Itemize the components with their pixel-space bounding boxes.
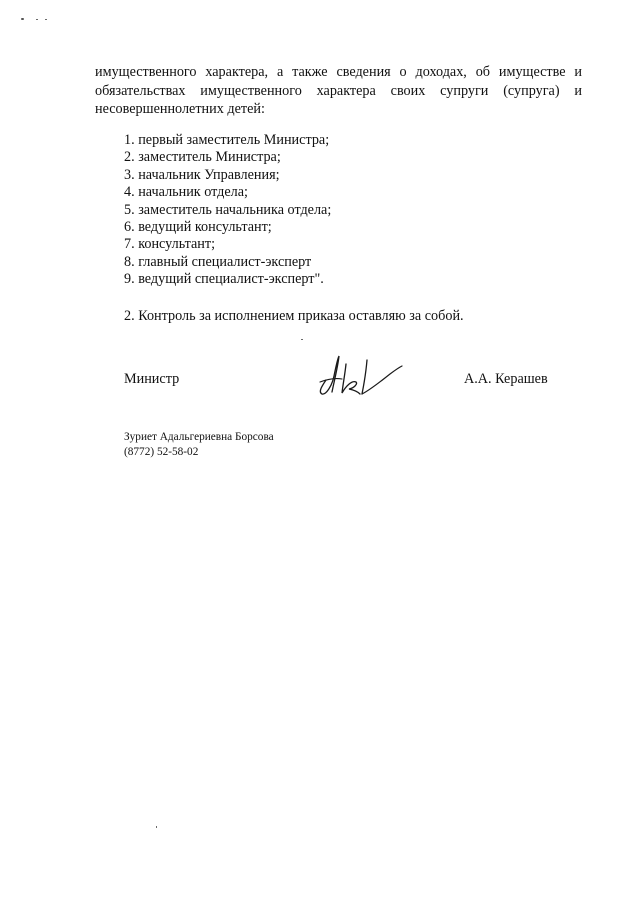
- list-item: 5. заместитель начальника отдела;: [124, 201, 332, 218]
- handwritten-signature-icon: [312, 352, 404, 396]
- list-item: 1. первый заместитель Министра;: [124, 132, 330, 148]
- control-clause: 2. Контроль за исполнением приказа оставляю за собой.: [124, 308, 464, 324]
- list-item: 3. начальник Управления;: [124, 166, 280, 183]
- list-item: 4. начальник отдела;: [124, 184, 248, 201]
- contact-phone: (8772) 52-58-02: [124, 445, 199, 458]
- list-item: 2. заместитель Министра;: [124, 149, 281, 166]
- intro-line-2: обязательствах имущественного характера своих супруги (супруга) и: [95, 82, 582, 99]
- contact-block: [124, 430, 274, 459]
- intro-line-3: несовершеннолетних детей:: [95, 101, 265, 117]
- positions-list: [124, 132, 331, 289]
- signatory-name: А.А. Керашев: [464, 371, 548, 387]
- list-item: 9. ведущий специалист-эксперт".: [124, 271, 324, 288]
- scan-speck: [156, 826, 157, 828]
- scan-speck: [21, 18, 24, 20]
- scan-speck: [45, 19, 47, 20]
- scan-speck: [36, 19, 38, 20]
- list-item: 7. консультант;: [124, 236, 216, 253]
- intro-line-1: имущественного характера, а также сведения о доходах, об имуществе и: [95, 64, 582, 80]
- signatory-role: Министр: [124, 371, 180, 387]
- intro-paragraph: [95, 63, 582, 119]
- contact-name: Зуриет Адальгериевна Борсова: [124, 431, 274, 443]
- list-item: 6. ведущий консультант;: [124, 219, 272, 236]
- list-item: 8. главный специалист-эксперт: [124, 253, 312, 270]
- scan-speck: [301, 339, 303, 340]
